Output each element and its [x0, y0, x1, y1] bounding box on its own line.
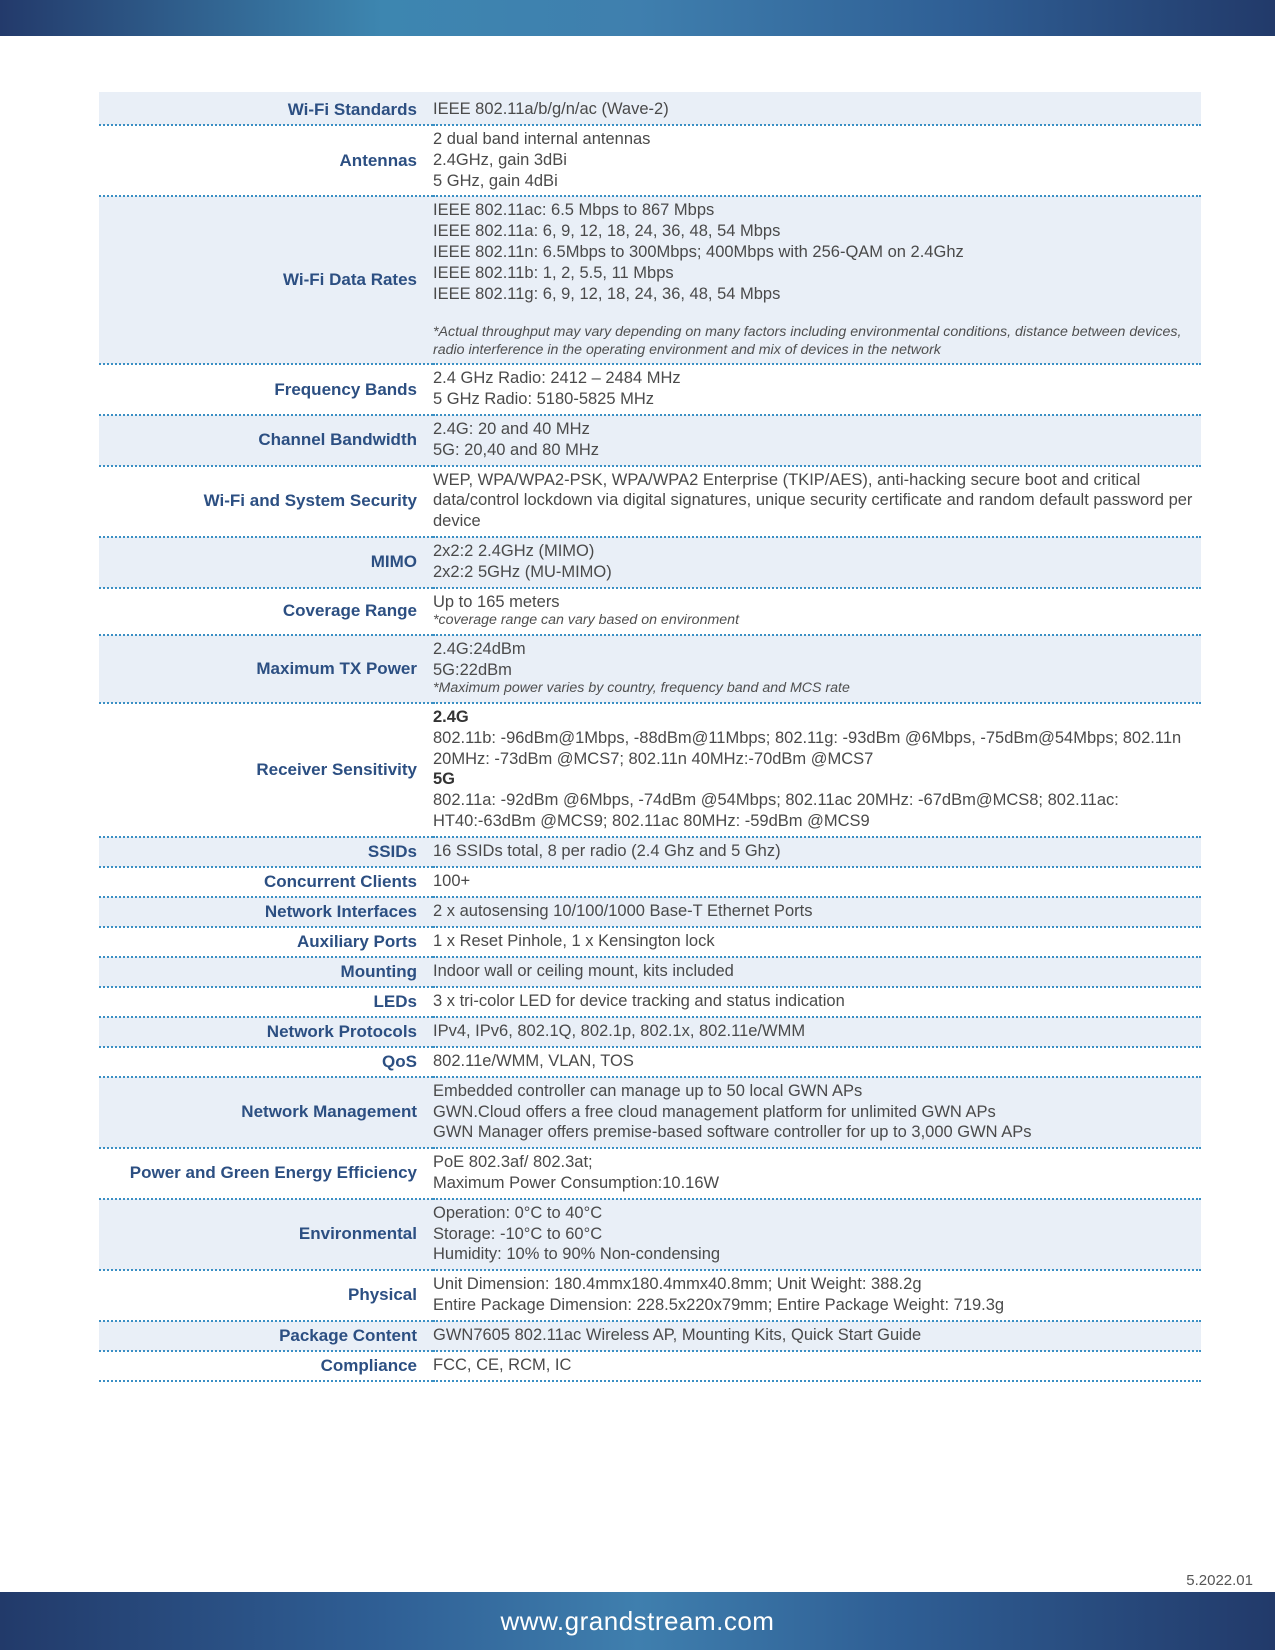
spec-line: IPv4, IPv6, 802.1Q, 802.1p, 802.1x, 802.11e/WMM	[433, 1021, 806, 1040]
spec-line: GWN7605 802.11ac Wireless AP, Mounting Kits, Quick Start Guide	[433, 1325, 922, 1344]
spec-label: SSIDs	[99, 837, 433, 867]
spec-value	[433, 588, 1201, 635]
spec-subheading: 5G	[433, 770, 456, 789]
spec-value	[433, 1047, 1201, 1077]
spec-line: 2x2:2 5GHz (MU-MIMO)	[433, 562, 612, 581]
spec-value	[433, 897, 1201, 927]
spec-label: Network Protocols	[99, 1017, 433, 1047]
spec-row	[99, 867, 1201, 897]
spec-label: Wi-Fi and System Security	[99, 466, 433, 537]
spec-line: 5 GHz, gain 4dBi	[433, 171, 558, 190]
spec-label: Coverage Range	[99, 588, 433, 635]
spec-row	[99, 364, 1201, 415]
spec-value	[433, 635, 1201, 703]
spec-value	[433, 957, 1201, 987]
spec-label: Auxiliary Ports	[99, 927, 433, 957]
spec-label: Environmental	[99, 1199, 433, 1270]
spec-row	[99, 1047, 1201, 1077]
spec-row	[99, 1270, 1201, 1321]
spec-line: 802.11b: -96dBm@1Mbps, -88dBm@11Mbps; 802.11g: -93dBm @6Mbps, -75dBm@54Mbps; 802.11n 20MHz: -73dBm @MCS7; 802.11n 40MHz:-70dBm @MCS7	[433, 728, 1182, 768]
spec-line: 2.4G:24dBm	[433, 639, 526, 658]
spec-line: 3 x tri-color LED for device tracking and status indication	[433, 991, 845, 1010]
spec-line: Indoor wall or ceiling mount, kits included	[433, 961, 734, 980]
spec-value	[433, 1077, 1201, 1148]
spec-note: *Maximum power varies by country, frequency band and MCS rate	[433, 680, 850, 697]
spec-row	[99, 537, 1201, 588]
spec-line: Entire Package Dimension: 228.5x220x79mm; Entire Package Weight: 719.3g	[433, 1295, 1005, 1314]
spec-row	[99, 987, 1201, 1017]
spec-line: IEEE 802.11ac: 6.5 Mbps to 867 Mbps	[433, 201, 715, 220]
spec-label: Receiver Sensitivity	[99, 703, 433, 837]
spec-value	[433, 364, 1201, 415]
spec-label: Concurrent Clients	[99, 867, 433, 897]
spec-value	[433, 1351, 1201, 1381]
spec-row	[99, 635, 1201, 703]
website-link[interactable]: www.grandstream.com	[500, 1605, 775, 1636]
spec-label: Power and Green Energy Efficiency	[99, 1148, 433, 1199]
spec-value	[433, 1321, 1201, 1351]
spec-line: GWN Manager offers premise-based software controller for up to 3,000 GWN APs	[433, 1123, 1032, 1142]
spec-subheading: 2.4G	[433, 707, 469, 726]
spec-value	[433, 466, 1201, 537]
spec-line: IEEE 802.11n: 6.5Mbps to 300Mbps; 400Mbps with 256-QAM on 2.4Ghz	[433, 242, 964, 261]
spec-value	[433, 927, 1201, 957]
spec-row	[99, 927, 1201, 957]
spec-line: 16 SSIDs total, 8 per radio (2.4 Ghz and 5 Ghz)	[433, 841, 781, 860]
spec-table	[99, 92, 1201, 1382]
spec-line: 2x2:2 2.4GHz (MIMO)	[433, 541, 595, 560]
spec-note: *Actual throughput may vary depending on many factors including environmental conditions, distance between devices, radio interference in the operating environment and mix of devices in the network	[433, 324, 1182, 358]
spec-line: IEEE 802.11a/b/g/n/ac (Wave-2)	[433, 100, 669, 119]
spec-line: IEEE 802.11b: 1, 2, 5.5, 11 Mbps	[433, 263, 674, 282]
spec-value	[433, 837, 1201, 867]
spec-label: Wi-Fi Data Rates	[99, 196, 433, 364]
spec-value	[433, 703, 1201, 837]
spec-line: Operation: 0°C to 40°C	[433, 1203, 603, 1222]
spec-label: Antennas	[99, 125, 433, 196]
spec-line: 2.4 GHz Radio: 2412 – 2484 MHz	[433, 369, 681, 388]
spec-line: Storage: -10°C to 60°C	[433, 1224, 603, 1243]
spec-label: Network Management	[99, 1077, 433, 1148]
spec-row	[99, 1017, 1201, 1047]
spec-label: Package Content	[99, 1321, 433, 1351]
spec-row	[99, 703, 1201, 837]
spec-label: Network Interfaces	[99, 897, 433, 927]
footer-band	[0, 1592, 1275, 1650]
spec-row	[99, 1199, 1201, 1270]
spec-value	[433, 537, 1201, 588]
spec-value	[433, 867, 1201, 897]
spec-value	[433, 196, 1201, 364]
spec-row	[99, 92, 1201, 125]
spec-line: 2.4GHz, gain 3dBi	[433, 150, 567, 169]
spec-line: WEP, WPA/WPA2-PSK, WPA/WPA2 Enterprise (TKIP/AES), anti-hacking secure boot and critical data/control lockdown via digital signatures, unique security certificate and random default password per device	[433, 470, 1193, 531]
spec-row	[99, 415, 1201, 466]
spec-line: FCC, CE, RCM, IC	[433, 1355, 572, 1374]
spec-label: Wi-Fi Standards	[99, 92, 433, 125]
spec-value	[433, 415, 1201, 466]
spec-row	[99, 1077, 1201, 1148]
spec-label: LEDs	[99, 987, 433, 1017]
spec-line: 5G:22dBm	[433, 660, 512, 679]
spec-row	[99, 125, 1201, 196]
spec-row	[99, 1351, 1201, 1381]
spec-gap	[433, 304, 1195, 324]
spec-row	[99, 1321, 1201, 1351]
spec-label: Compliance	[99, 1351, 433, 1381]
spec-value	[433, 125, 1201, 196]
spec-value	[433, 1270, 1201, 1321]
spec-line: 100+	[433, 871, 471, 890]
spec-value	[433, 987, 1201, 1017]
spec-label: Channel Bandwidth	[99, 415, 433, 466]
document-version: 5.2022.01	[1186, 1572, 1253, 1589]
spec-line: 2 x autosensing 10/100/1000 Base-T Ethernet Ports	[433, 901, 813, 920]
spec-value	[433, 1199, 1201, 1270]
spec-line: 2 dual band internal antennas	[433, 130, 651, 148]
spec-row	[99, 1148, 1201, 1199]
spec-line: 1 x Reset Pinhole, 1 x Kensington lock	[433, 931, 715, 950]
spec-row	[99, 957, 1201, 987]
spec-row	[99, 897, 1201, 927]
spec-line: 5G: 20,40 and 80 MHz	[433, 440, 600, 459]
spec-label: QoS	[99, 1047, 433, 1077]
spec-value	[433, 92, 1201, 125]
spec-label: Mounting	[99, 957, 433, 987]
spec-label: MIMO	[99, 537, 433, 588]
spec-line: Embedded controller can manage up to 50 local GWN APs	[433, 1081, 863, 1100]
spec-row	[99, 588, 1201, 635]
spec-value	[433, 1148, 1201, 1199]
spec-line: Humidity: 10% to 90% Non-condensing	[433, 1245, 721, 1264]
spec-label: Physical	[99, 1270, 433, 1321]
spec-value	[433, 1017, 1201, 1047]
spec-line: IEEE 802.11a: 6, 9, 12, 18, 24, 36, 48, 54 Mbps	[433, 222, 781, 241]
spec-label: Maximum TX Power	[99, 635, 433, 703]
spec-line: 2.4G: 20 and 40 MHz	[433, 419, 590, 438]
spec-line: 5 GHz Radio: 5180-5825 MHz	[433, 390, 655, 409]
spec-line: 802.11a: -92dBm @6Mbps, -74dBm @54Mbps; 802.11ac 20MHz: -67dBm@MCS8; 802.11ac: HT40:-63dBm @MCS9; 802.11ac 80MHz: -59dBm @MCS9	[433, 791, 1119, 830]
spec-line: Maximum Power Consumption:10.16W	[433, 1173, 720, 1192]
spec-row	[99, 837, 1201, 867]
spec-line: Unit Dimension: 180.4mmx180.4mmx40.8mm; Unit Weight: 388.2g	[433, 1275, 922, 1294]
spec-row	[99, 466, 1201, 537]
spec-row	[99, 196, 1201, 364]
spec-line: 802.11e/WMM, VLAN, TOS	[433, 1051, 634, 1070]
spec-label: Frequency Bands	[99, 364, 433, 415]
spec-line: Up to 165 meters	[433, 592, 560, 611]
header-band	[0, 0, 1275, 36]
spec-line: GWN.Cloud offers a free cloud management platform for unlimited GWN APs	[433, 1102, 996, 1121]
spec-note: *coverage range can vary based on environment	[433, 612, 740, 629]
spec-line: IEEE 802.11g: 6, 9, 12, 18, 24, 36, 48, 54 Mbps	[433, 284, 781, 303]
spec-line: PoE 802.3af/ 802.3at;	[433, 1153, 593, 1172]
